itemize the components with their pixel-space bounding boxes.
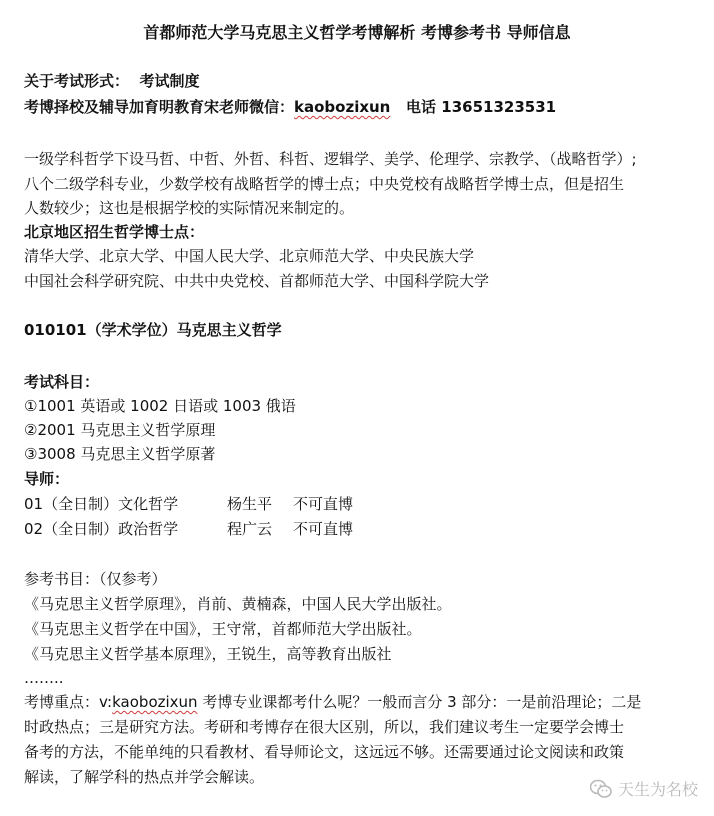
book-item: 《马克思主义哲学原理》，肖前、黄楠森，中国人民大学出版社。 bbox=[24, 595, 452, 613]
beijing-line: 中国社会科学研究院、中共中央党校、首都师范大学、中国科学院大学 bbox=[24, 272, 490, 290]
beijing-line: 清华大学、北京大学、中国人民大学、北京师范大学、中央民族大学 bbox=[24, 247, 475, 265]
exam-form-line bbox=[24, 70, 199, 92]
intro-line: 八个二级学科专业，少数学校有战略哲学的博士点；中央党校有战略哲学博士点，但是招生 bbox=[24, 175, 625, 193]
major-heading: 010101（学术学位）马克思主义哲学 bbox=[24, 321, 282, 339]
watermark-text: 天生为名校 bbox=[617, 780, 698, 799]
book-item: 《马克思主义哲学在中国》，王守常，首都师范大学出版社。 bbox=[24, 620, 422, 638]
document-title: 首都师范大学马克思主义哲学考博解析 考博参考书 导师信息 bbox=[143, 23, 571, 42]
watermark bbox=[590, 777, 698, 800]
wechat-icon bbox=[590, 779, 612, 799]
advisor-name: 杨生平 bbox=[227, 495, 273, 513]
advisor-row bbox=[24, 518, 353, 540]
key-points-line bbox=[24, 691, 641, 713]
key-points-line: 时政热点；三是研究方法。考研和考博存在很大区别，所以，我们建议考生一定要学会博士 bbox=[24, 718, 625, 736]
books-heading: 参考书目：（仅参考） bbox=[24, 570, 167, 588]
contact-line bbox=[24, 96, 556, 118]
advisor-row bbox=[24, 493, 353, 515]
intro-line: 人数较少；这也是根据学校的实际情况来制定的。 bbox=[24, 199, 355, 217]
contact-prefix: 考博择校及辅导加育明教育宋老师微信： bbox=[24, 98, 295, 116]
phone-number: 13651323531 bbox=[441, 98, 557, 116]
advisor-direction: 01（全日制）文化哲学 bbox=[24, 495, 179, 513]
exam-form-label: 关于考试形式： bbox=[24, 72, 130, 90]
subject-item: ①1001 英语或 1002 日语或 1003 俄语 bbox=[24, 397, 296, 415]
beijing-heading: 北京地区招生哲学博士点： bbox=[24, 223, 205, 241]
book-item: 《马克思主义哲学基本原理》，王锐生，高等教育出版社 bbox=[24, 645, 392, 663]
advisor-direction: 02（全日制）政治哲学 bbox=[24, 520, 179, 538]
subject-item: ②2001 马克思主义哲学原理 bbox=[24, 421, 216, 439]
advisor-name: 程广云 bbox=[227, 520, 273, 538]
ellipsis: …….. bbox=[24, 669, 64, 687]
phone-label: 电话 bbox=[406, 98, 437, 116]
key-points-wechat: kaobozixun bbox=[112, 693, 198, 711]
intro-line: 一级学科哲学下设马哲、中哲、外哲、科哲、逻辑学、美学、伦理学、宗教学、（战略哲学）; bbox=[24, 150, 637, 168]
key-points-line: 备考的方法，不能单纯的只看教材、看导师论文，这远远不够。还需要通过论文阅读和政策 bbox=[24, 743, 625, 761]
advisors-heading: 导师： bbox=[24, 470, 70, 488]
key-points-line: 解读，了解学科的热点并学会解读。 bbox=[24, 768, 265, 786]
subject-item: ③3008 马克思主义哲学原著 bbox=[24, 445, 216, 463]
key-points-text: 考博专业课都考什么呢？一般而言分 3 部分：一是前沿理论；二是 bbox=[202, 693, 642, 711]
subjects-heading: 考试科目： bbox=[24, 373, 100, 391]
key-points-prefix: 考博重点：v: bbox=[24, 693, 113, 711]
exam-form-value: 考试制度 bbox=[139, 72, 200, 90]
wechat-id: kaobozixun bbox=[294, 98, 391, 116]
advisor-note: 不可直博 bbox=[293, 520, 354, 538]
advisor-note: 不可直博 bbox=[293, 495, 354, 513]
